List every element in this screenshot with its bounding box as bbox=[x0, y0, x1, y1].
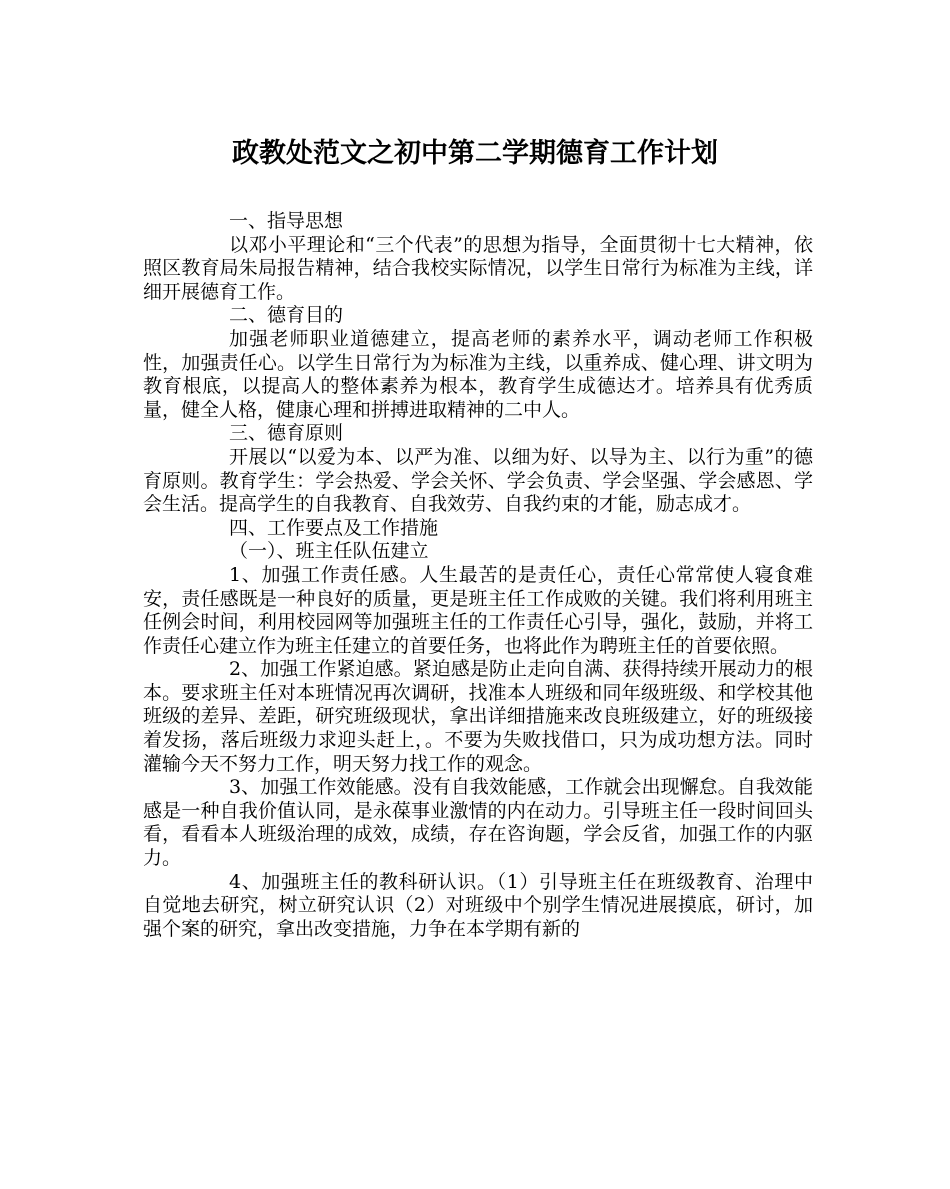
paragraph-item-efficacy: 3、加强工作效能感。没有自我效能感，工作就会出现懈怠。自我效能感是一种自我价值认同，是永葆事业激情的内在动力。引导班主任一段时间回头看，看看本人班级治理的成效，成绩，存在咨询题，学会反省，加强工作的内驱力。 bbox=[143, 776, 813, 870]
document-title: 政教处范文之初中第二学期德育工作计划 bbox=[232, 138, 718, 169]
paragraph-item-research-awareness: 4、加强班主任的教科研认识。（1）引导班主任在班级教育、治理中自觉地去研究，树立研究认识（2）对班级中个别学生情况进展摸底，研讨，加强个案的研究，拿出改变措施，力争在本学期有新的 bbox=[143, 870, 813, 940]
section-heading-work-points: 四、工作要点及工作措施 bbox=[229, 516, 439, 539]
subsection-heading-class-teacher-team: （一）、班主任队伍建立 bbox=[229, 540, 429, 563]
document-body bbox=[143, 210, 813, 941]
paragraph-guiding-ideology: 以邓小平理论和“三个代表”的思想为指导，全面贯彻十七大精神，依照区教育局朱局报告精神，结合我校实际情况，以学生日常行为标准为主线，详细开展德育工作。 bbox=[143, 233, 813, 303]
section-heading-moral-education-principles: 三、德育原则 bbox=[229, 422, 344, 445]
section-heading-moral-education-goals: 二、德育目的 bbox=[229, 304, 344, 327]
paragraph-moral-education-goals: 加强老师职业道德建立，提高老师的素养水平，调动老师工作积极性，加强责任心。以学生日常行为为标准为主线，以重养成、健心理、讲文明为教育根底，以提高人的整体素养为根本，教育学生成德达才。培养具有优秀质量，健全人格，健康心理和拼搏进取精神的二中人。 bbox=[143, 327, 813, 421]
section-heading-guiding-ideology: 一、指导思想 bbox=[229, 210, 344, 232]
paragraph-item-urgency: 2、加强工作紧迫感。紧迫感是防止走向自满、获得持续开展动力的根本。要求班主任对本班情况再次调研，找准本人班级和同年级班级、和学校其他班级的差异、差距，研究班级现状，拿出详细措施来改良班级建立，好的班级接着发扬，落后班级力求迎头赶上，。不要为失败找借口，只为成功想方法。同时灌输今天不努力工作，明天努力找工作的观念。 bbox=[143, 658, 813, 775]
paragraph-item-responsibility: 1、加强工作责任感。人生最苦的是责任心，责任心常常使人寝食难安，责任感既是一种良好的质量，更是班主任工作成败的关键。我们将利用班主任例会时间，利用校园网等加强班主任的工作责任心引导，强化，鼓励，并将工作责任心建立作为班主任建立的首要任务，也将此作为聘班主任的首要依照。 bbox=[143, 563, 813, 657]
paragraph-moral-education-principles: 开展以“以爱为本、以严为准、以细为好、以导为主、以行为重”的德育原则。教育学生：学会热爱、学会关怀、学会负责、学会坚强、学会感恩、学会生活。提高学生的自我教育、自我效劳、自我约束的才能，励志成才。 bbox=[143, 445, 813, 516]
